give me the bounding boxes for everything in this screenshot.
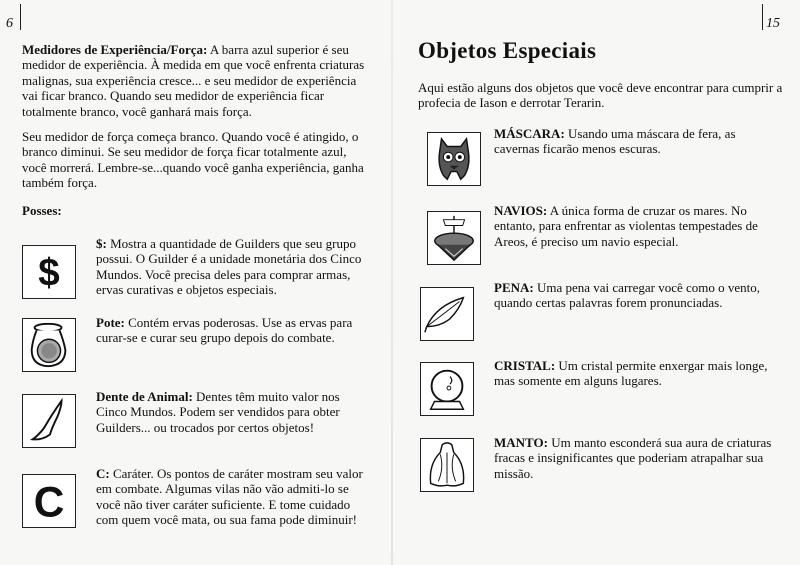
page-number-right: 15 [766,16,780,31]
item-dollar: $: Mostra a quantidade de Guilders que seu grupo possui. O Guilder é a unidade monetária dos Cinco Mundos. Você precisa deles para comprar armas, ervas curativas e objetos especiais. [96,236,362,298]
beast-mask-icon [427,132,481,186]
item-crystal: CRISTAL: Um cristal permite enxergar mais longe, mas somente em alguns lugares. [494,358,768,389]
item-mask: MÁSCARA: Usando uma máscara de fera, as cavernas ficarão menos escuras. [494,126,736,157]
item-pot: Pote: Contém ervas poderosas. Use as ervas para curar-se e curar seu grupo depois do combate. [96,315,353,346]
left-page [0,0,392,565]
item-ships: NAVIOS: A única forma de cruzar os mares. No entanto, para enfrentar as violentas tempestades de Areos, é preciso um navio especial. [494,203,758,249]
dollar-icon [22,245,76,299]
page-number-left: 6 [6,16,13,31]
cloak-icon [420,438,474,492]
item-cloak: MANTO: Um manto esconderá sua aura de criaturas fracas e insignificantes que poderiam atrapalhar sua missão. [494,435,772,481]
experience-text: A barra azul superior é seu medidor de experiência. À medida em que você enfrenta criaturas malignas, sua experiência cresce... e seu medidor de experiência vai ficar branco. Quando seu medidor de experiência ficar totalmente branco, você ganhará mais força. [22,42,365,119]
right-page [392,0,800,565]
crystal-ball-icon [420,362,474,416]
ship-icon [427,211,481,265]
experience-heading: Medidores de Experiência/Força: [22,42,208,57]
posses-heading: Posses: [22,203,62,218]
experience-paragraph [22,42,367,119]
animal-tooth-icon [22,394,76,448]
item-character: C: Caráter. Os pontos de caráter mostram seu valor em combate. Algumas vilas não vão admiti-lo se você não tiver caráter suficiente. E tome cuidado com quem você mata, ou sua fama pode diminuir! [96,466,363,528]
item-tooth: Dente de Animal: Dentes têm muito valor nos Cinco Mundos. Podem ser vendidos para obter Guilders... ou trocados por certos objetos! [96,389,340,435]
page-rule-left [20,4,21,30]
feather-icon [420,287,474,341]
item-feather: PENA: Uma pena vai carregar você como o vento, quando certas palavras forem pronunciadas. [494,280,761,311]
page-rule-right [762,4,763,30]
character-c-icon [22,474,76,528]
strength-text: Seu medidor de força começa branco. Quando você é atingido, o branco diminui. Se seu medidor de força ficar totalmente azul, você morrerá. Lembre-se...quando você ganha experiência, ganha também força. [22,129,364,191]
intro-paragraph: Aqui estão alguns dos objetos que você deve encontrar para cumprir a profecia de Iason e derrotar Terarin. [418,80,783,111]
strength-paragraph [22,129,367,191]
herb-pot-icon [22,318,76,372]
svg-text:C: C [33,478,65,526]
page-title: Objetos Especiais [418,38,597,63]
svg-text:$: $ [38,251,60,295]
